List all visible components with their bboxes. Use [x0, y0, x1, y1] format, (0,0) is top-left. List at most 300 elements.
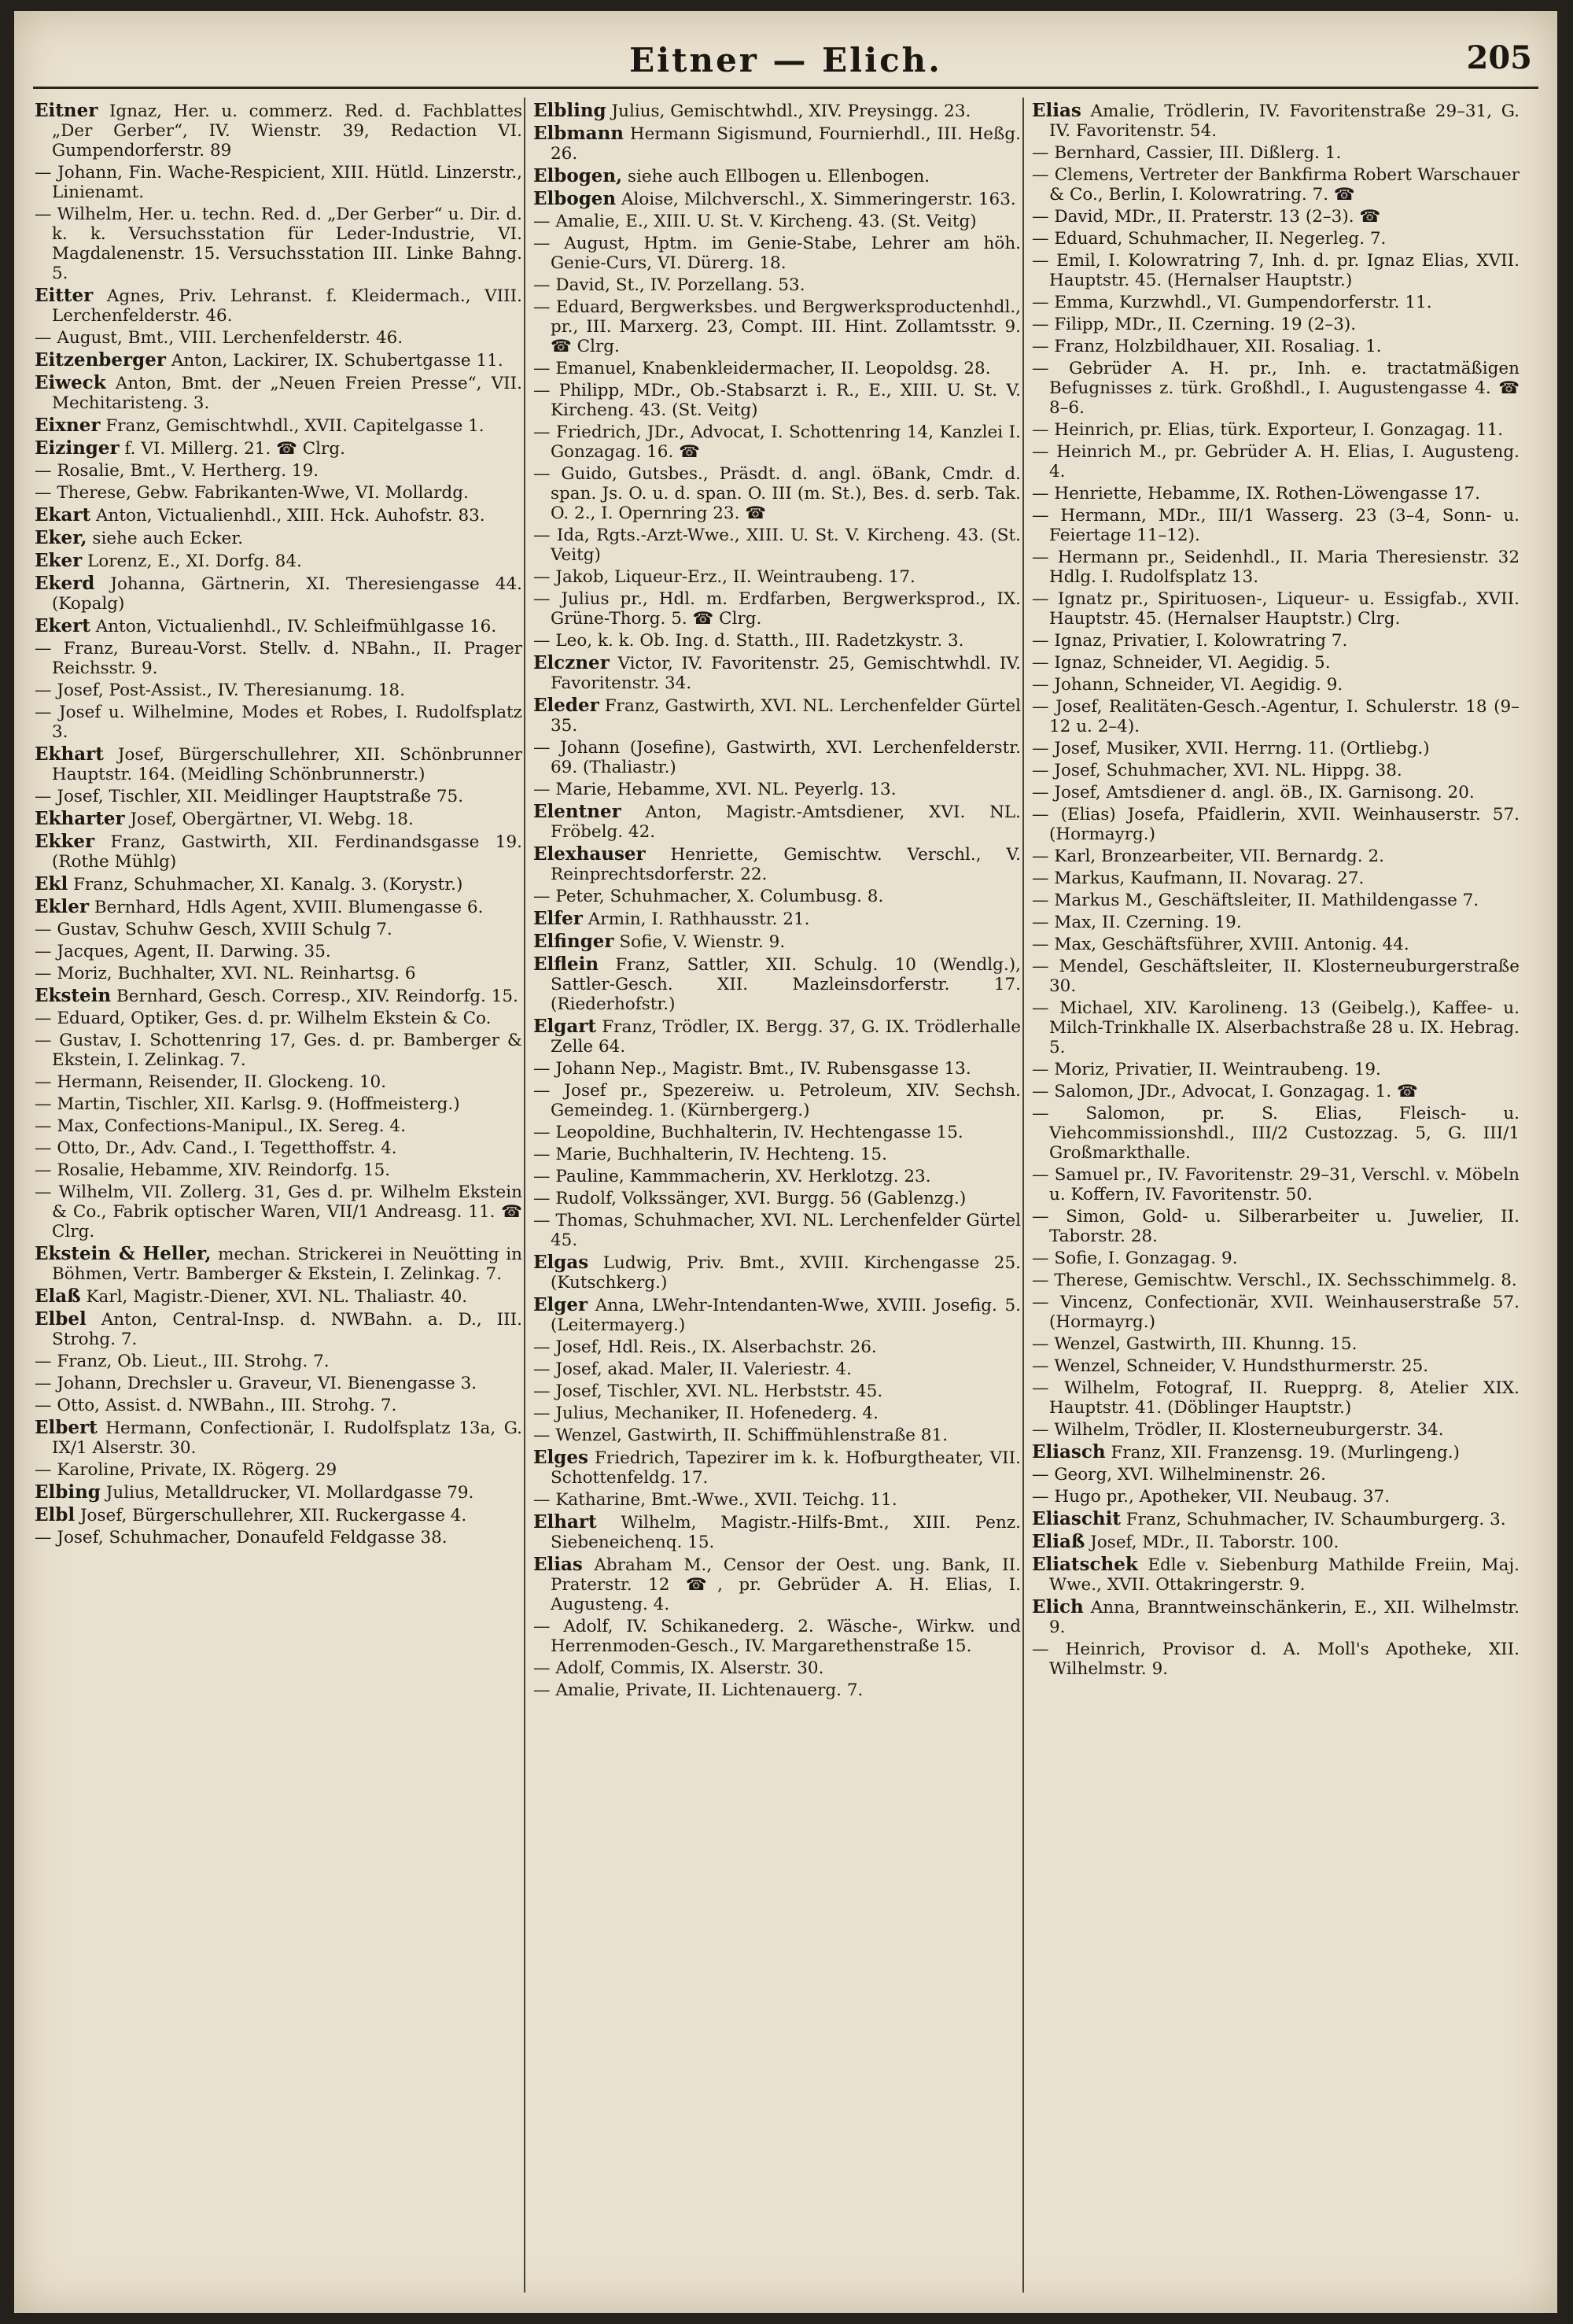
entry-text: — Josef, Post-Assist., IV. Theresianumg. 18.: [35, 681, 405, 700]
directory-entry: [533, 1555, 1021, 1614]
entry-text: — Wenzel, Schneider, V. Hundsthurmerstr. 25.: [1032, 1356, 1429, 1376]
directory-entry: [533, 1252, 1021, 1293]
directory-entry: [533, 1381, 1021, 1401]
entry-text: — Johann, Drechsler u. Graveur, VI. Bienengasse 3.: [35, 1374, 477, 1393]
entry-text: — Wilhelm, Fotograf, II. Ruepprg. 8, Atelier XIX. Hauptstr. 41. (Döblinger Hauptstr.): [1032, 1378, 1520, 1418]
entry-text: — Eduard, Bergwerksbes. und Bergwerksproductenhdl., pr., III. Marxerg. 23, Compt. III. Hint. Zollamtsstr. 9. ☎ Clrg.: [533, 297, 1021, 356]
entry-headword: Elbing: [35, 1481, 101, 1503]
directory-entry: [533, 422, 1021, 462]
directory-entry: [1032, 1334, 1520, 1354]
directory-entry: [533, 909, 1021, 929]
entry-text: — Ida, Rgts.-Arzt-Wwe., XIII. U. St. V. Kircheng. 43. (St. Veitg): [533, 526, 1021, 565]
directory-entry: [35, 1009, 522, 1028]
entry-headword: Elexhauser: [533, 843, 646, 865]
entry-text: — Hermann, MDr., III/1 Wasserg. 23 (3–4, Sonn- u. Feiertage 11–12).: [1032, 506, 1520, 545]
entry-text: Julius, Gemischtwhdl., XIV. Preysingg. 23.: [611, 101, 971, 121]
directory-entry: [35, 1374, 522, 1393]
directory-entry: [35, 809, 522, 829]
entry-text: — Michael, XIV. Karolineng. 13 (Geibelg.), Kaffee- u. Milch-Trinkhalle IX. Alserbachstraße 28 u. IX. Hebrag. 5.: [1032, 998, 1520, 1057]
entry-text: — Rosalie, Bmt., V. Hertherg. 19.: [35, 461, 319, 481]
directory-entry: [35, 986, 522, 1006]
entry-text: — Wenzel, Gastwirth, III. Khunng. 15.: [1032, 1334, 1357, 1354]
entry-text: siehe auch Ecker.: [92, 529, 244, 548]
entry-text: — Hermann pr., Seidenhdl., II. Maria Theresienstr. 32 Hdlg. I. Rudolfsplatz 13.: [1032, 548, 1520, 587]
directory-entry: [35, 1460, 522, 1480]
entry-headword: Elich: [1032, 1596, 1084, 1618]
entry-headword: Eiweck: [35, 372, 106, 393]
entry-text: Ludwig, Priv. Bmt., XVIII. Kirchengasse 25. (Kutschkerg.): [551, 1253, 1021, 1293]
directory-entry: [1032, 913, 1520, 932]
entry-text: — Julius, Mechaniker, II. Hofenederg. 4.: [533, 1404, 879, 1423]
directory-entry: [35, 1528, 522, 1547]
directory-entry: [533, 1337, 1021, 1357]
directory-entry: [533, 381, 1021, 420]
entry-headword: Eizinger: [35, 437, 120, 459]
directory-entry: [533, 1211, 1021, 1250]
entry-text: — Johann Nep., Magistr. Bmt., IV. Rubensgasse 13.: [533, 1059, 971, 1079]
entry-text: Julius, Metalldrucker, VI. Mollardgasse 79.: [105, 1483, 474, 1503]
entry-text: — Amalie, Private, II. Lichtenauerg. 7.: [533, 1680, 864, 1700]
entry-text: Friedrich, Tapezirer im k. k. Hofburgtheater, VII. Schottenfeldg. 17.: [551, 1448, 1021, 1488]
entry-text: — Johann, Fin. Wache-Respicient, XIII. Hütld. Linzerstr., Linienamt.: [35, 163, 522, 202]
entry-text: — Josef, Musiker, XVII. Herrng. 11. (Ortliebg.): [1032, 739, 1430, 758]
directory-page: [14, 11, 1557, 2313]
directory-entry: [35, 681, 522, 700]
directory-entry: [1032, 442, 1520, 481]
entry-text: — Salomon, pr. S. Elias, Fleisch- u. Viehcommissionshdl., III/2 Custozzag. 5, G. III/1 Großmarkthalle.: [1032, 1104, 1520, 1163]
entry-text: Bernhard, Gesch. Corresp., XIV. Reindorfg. 15.: [116, 987, 518, 1006]
directory-entry: [35, 205, 522, 283]
entry-headword: Ekler: [35, 896, 89, 917]
directory-entry: [1032, 847, 1520, 866]
directory-entry: [35, 1286, 522, 1307]
entry-text: — Simon, Gold- u. Silberarbeiter u. Juwelier, II. Taborstr. 28.: [1032, 1207, 1520, 1246]
directory-entry: [1032, 1555, 1520, 1595]
directory-entry: [533, 297, 1021, 356]
entry-text: — Ignatz pr., Spirituosen-, Liqueur- u. Essigfab., XVII. Hauptstr. 45. (Hernalser Hauptstr.) Clrg.: [1032, 589, 1520, 629]
entry-text: Wilhelm, Magistr.-Hilfs-Bmt., XIII. Penz. Siebeneichenq. 15.: [551, 1513, 1021, 1552]
entry-text: Anton, Lackirer, IX. Schubertgasse 11.: [171, 351, 503, 371]
entry-text: — Clemens, Vertreter der Bankfirma Robert Warschauer & Co., Berlin, I. Kolowratring. 7. ☎: [1032, 165, 1520, 205]
entry-text: Franz, Gastwirth, XVI. NL. Lerchenfelder Gürtel 35.: [551, 696, 1021, 736]
directory-entry: [533, 526, 1021, 565]
entry-text: — Gustav, Schuhw Gesch, XVIII Schulg 7.: [35, 920, 392, 939]
entry-text: — Markus, Kaufmann, II. Novarag. 27.: [1032, 869, 1365, 888]
column-3: [1032, 101, 1520, 2296]
entry-text: — Bernhard, Cassier, III. Dißlerg. 1.: [1032, 143, 1342, 163]
entry-text: Franz, Schuhmacher, XI. Kanalg. 3. (Korystr.): [73, 875, 463, 895]
directory-entry: [1032, 1293, 1520, 1332]
entry-text: Henriette, Gemischtw. Verschl., V. Reinprechtsdorferstr. 22.: [551, 845, 1021, 884]
directory-entry: [1032, 1060, 1520, 1079]
directory-entry: [533, 1490, 1021, 1510]
entry-text: Victor, IV. Favoritenstr. 25, Gemischtwhdl. IV. Favoritenstr. 34.: [551, 654, 1021, 693]
directory-entry: [1032, 484, 1520, 504]
entry-headword: Eliasch: [1032, 1441, 1106, 1463]
entry-text: — Sofie, I. Gonzagag. 9.: [1032, 1249, 1238, 1268]
directory-entry: [1032, 229, 1520, 249]
entry-headword: Eitner: [35, 101, 98, 121]
entry-text: — Friedrich, JDr., Advocat, I. Schottenring 14, Kanzlei I. Gonzagag. 16. ☎: [533, 422, 1021, 462]
entry-text: — Josef, akad. Maler, II. Valeriestr. 4.: [533, 1359, 852, 1379]
entry-text: — Wilhelm, Her. u. techn. Red. d. „Der Gerber“ u. Dir. d. k. k. Versuchsstation für Leder-Industrie, VI. Magdalenenstr. 15. Versuchsstation III. Linke Bahng. 5.: [35, 205, 522, 283]
entry-text: Franz, Schuhmacher, IV. Schaumburgerg. 3.: [1125, 1510, 1506, 1529]
directory-entry: [1032, 589, 1520, 629]
directory-entry: [1032, 761, 1520, 780]
entry-text: — Markus M., Geschäftsleiter, II. Mathildengasse 7.: [1032, 891, 1479, 910]
entry-text: — Salomon, JDr., Advocat, I. Gonzagag. 1. ☎: [1032, 1082, 1418, 1101]
entry-text: — Peter, Schuhmacher, X. Columbusg. 8.: [533, 887, 884, 906]
directory-entry: [1032, 251, 1520, 290]
entry-text: — Otto, Assist. d. NWBahn., III. Strohg. 7.: [35, 1396, 397, 1415]
column-2: [533, 101, 1021, 2296]
directory-entry: [35, 438, 522, 459]
entry-text: Josef, MDr., II. Taborstr. 100.: [1090, 1533, 1339, 1552]
directory-entry: [35, 551, 522, 571]
entry-text: — Jacques, Agent, II. Darwing. 35.: [35, 942, 331, 961]
entry-text: — Marie, Buchhalterin, IV. Hechteng. 15.: [533, 1145, 887, 1164]
directory-entry: [533, 780, 1021, 799]
directory-entry: [1032, 165, 1520, 205]
entry-text: Johanna, Gärtnerin, XI. Theresiengasse 44. (Kopalg): [52, 574, 522, 614]
entry-text: — Karoline, Private, IX. Rögerg. 29: [35, 1460, 337, 1480]
directory-entry: [35, 616, 522, 636]
entry-text: Bernhard, Hdls Agent, XVIII. Blumengasse 6.: [94, 898, 484, 917]
directory-entry: [35, 1031, 522, 1070]
entry-text: Lorenz, E., XI. Dorfg. 84.: [87, 551, 302, 571]
directory-entry: [35, 1352, 522, 1371]
directory-entry: [533, 234, 1021, 273]
directory-entry: [533, 166, 1021, 186]
entry-headword: Elaß: [35, 1286, 81, 1307]
entry-text: — Emil, I. Kolowratring 7, Inh. d. pr. Ignaz Elias, XVII. Hauptstr. 45. (Hernalser Hauptstr.): [1032, 251, 1520, 290]
directory-entry: [533, 589, 1021, 629]
entry-text: — Pauline, Kammmacherin, XV. Herklotzg. 23.: [533, 1167, 931, 1186]
directory-entry: [1032, 101, 1520, 141]
entry-text: siehe auch Ellbogen u. Ellenbogen.: [627, 167, 930, 186]
entry-text: — Martin, Tischler, XII. Karlsg. 9. (Hoffmeisterg.): [35, 1094, 460, 1114]
directory-entry: [35, 897, 522, 917]
entry-text: — Heinrich, pr. Elias, türk. Exporteur, I. Gonzagag. 11.: [1032, 420, 1504, 440]
directory-entry: [35, 505, 522, 526]
header-rule: [33, 87, 1538, 89]
directory-entry: [35, 1138, 522, 1158]
directory-entry: [1032, 337, 1520, 356]
directory-entry: [533, 1123, 1021, 1142]
entry-text: — Heinrich, Provisor d. A. Moll's Apotheke, XII. Wilhelmstr. 9.: [1032, 1640, 1520, 1679]
directory-entry: [35, 1116, 522, 1136]
directory-entry: [35, 1072, 522, 1092]
directory-entry: [1032, 359, 1520, 418]
directory-entry: [1032, 420, 1520, 440]
entry-text: — Gebrüder A. H. pr., Inh. e. tractatmäßigen Befugnisses z. türk. Großhdl., I. Augustengasse 4. ☎ 8–6.: [1032, 359, 1520, 418]
entry-headword: Elias: [1032, 101, 1081, 121]
directory-entry: [533, 1145, 1021, 1164]
entry-text: — Wilhelm, VII. Zollerg. 31, Ges d. pr. Wilhelm Ekstein & Co., Fabrik optischer Waren, VII/1 Andreasg. 11. ☎ Clrg.: [35, 1182, 522, 1241]
column-divider: [524, 98, 525, 2293]
directory-entry: [35, 528, 522, 548]
entry-text: — Josef, Schuhmacher, Donaufeld Feldgasse 38.: [35, 1528, 448, 1547]
entry-text: — Johann, Schneider, VI. Aegidig. 9.: [1032, 675, 1343, 695]
entry-text: Hermann, Confectionär, I. Rudolfsplatz 13a, G. IX/1 Alserstr. 30.: [52, 1418, 522, 1458]
entry-text: — Rudolf, Volkssänger, XVI. Burgg. 56 (Gablenzg.): [533, 1189, 967, 1208]
entry-text: — Franz, Holzbildhauer, XII. Rosaliag. 1.: [1032, 337, 1382, 356]
entry-text: — Josef, Amtsdiener d. angl. öB., IX. Garnisong. 20.: [1032, 783, 1475, 802]
directory-entry: [35, 1418, 522, 1458]
directory-entry: [1032, 1487, 1520, 1507]
directory-entry: [35, 874, 522, 895]
entry-headword: Elentner: [533, 801, 621, 822]
directory-entry: [533, 695, 1021, 736]
directory-entry: [1032, 143, 1520, 163]
directory-entry: [533, 844, 1021, 884]
entry-text: — Jakob, Liqueur-Erz., II. Weintraubeng. 17.: [533, 567, 915, 587]
entry-text: — David, MDr., II. Praterstr. 13 (2–3). ☎: [1032, 207, 1381, 227]
entry-headword: Elhart: [533, 1511, 597, 1533]
entry-text: — Karl, Bronzearbeiter, VII. Bernardg. 2.: [1032, 847, 1384, 866]
entry-text: Franz, Sattler, XII. Schulg. 10 (Wendlg.), Sattler-Gesch. XII. Mazleinsdorferstr. 17. (Riederhofstr.): [551, 955, 1021, 1014]
directory-entry: [1032, 1465, 1520, 1485]
directory-entry: [533, 631, 1021, 651]
entry-headword: Eitzenberger: [35, 349, 166, 371]
entry-text: — August, Bmt., VIII. Lerchenfelderstr. 46.: [35, 328, 403, 348]
directory-entry: [1032, 1597, 1520, 1637]
entry-text: — Amalie, E., XIII. U. St. V. Kircheng. 43. (St. Veitg): [533, 212, 977, 231]
entry-headword: Ekstein & Heller,: [35, 1243, 212, 1264]
entry-text: — (Elias) Josefa, Pfaidlerin, XVII. Weinhauserstr. 57. (Hormayrg.): [1032, 805, 1520, 844]
entry-text: — Georg, XVI. Wilhelminenstr. 26.: [1032, 1465, 1326, 1485]
entry-headword: Elbling: [533, 101, 606, 121]
directory-entry: [35, 415, 522, 436]
directory-entry: [35, 1482, 522, 1503]
entry-text: — Eduard, Optiker, Ges. d. pr. Wilhelm Ekstein & Co.: [35, 1009, 492, 1028]
entry-text: — Hugo pr., Apotheker, VII. Neubaug. 37.: [1032, 1487, 1391, 1507]
directory-entry: [533, 1512, 1021, 1552]
entry-headword: Elbert: [35, 1417, 98, 1438]
directory-entry: [1032, 506, 1520, 545]
directory-entry: [1032, 675, 1520, 695]
directory-entry: [1032, 998, 1520, 1057]
entry-text: — Filipp, MDr., II. Czerning. 19 (2–3).: [1032, 315, 1357, 334]
entry-text: — Adolf, IV. Schikanederg. 2. Wäsche-, Wirkw. und Herrenmoden-Gesch., IV. Margarethenstraße 15.: [533, 1617, 1021, 1656]
entry-headword: Elfinger: [533, 931, 614, 952]
directory-entry: [35, 328, 522, 348]
entry-text: — Leopoldine, Buchhalterin, IV. Hechtengasse 15.: [533, 1123, 963, 1142]
entry-headword: Eker: [35, 550, 83, 571]
directory-entry: [1032, 869, 1520, 888]
entry-headword: Elbl: [35, 1504, 76, 1525]
entry-text: — Max, Geschäftsführer, XVIII. Antonig. 44.: [1032, 935, 1409, 954]
entry-text: — David, St., IV. Porzellang. 53.: [533, 275, 805, 295]
page-number: 205: [1466, 39, 1532, 76]
entry-headword: Elbmann: [533, 123, 624, 144]
entry-headword: Elbogen: [533, 188, 617, 209]
entry-text: — Josef, Tischler, XVI. NL. Herbststr. 45.: [533, 1381, 883, 1401]
entry-text: — Josef pr., Spezereiw. u. Petroleum, XIV. Sechsh. Gemeindeg. 1. (Kürnbergerg.): [533, 1081, 1021, 1120]
entry-text: Anton, Central-Insp. d. NWBahn. a. D., III. Strohg. 7.: [52, 1310, 522, 1349]
entry-headword: Elias: [533, 1554, 583, 1575]
directory-entry: [35, 703, 522, 742]
directory-entry: [533, 359, 1021, 378]
directory-entry: [533, 1680, 1021, 1700]
entry-headword: Ekhart: [35, 743, 104, 765]
entry-text: Josef, Bürgerschullehrer, XII. Schönbrunner Hauptstr. 164. (Meidling Schönbrunnerstr.): [52, 745, 522, 784]
entry-headword: Elflein: [533, 954, 599, 975]
entry-headword: Eitter: [35, 285, 94, 306]
entry-text: — Franz, Ob. Lieut., III. Strohg. 7.: [35, 1352, 330, 1371]
entry-headword: Elges: [533, 1447, 588, 1468]
directory-entry: [35, 1505, 522, 1525]
entry-text: — Hermann, Reisender, II. Glockeng. 10.: [35, 1072, 387, 1092]
entry-headword: Ekstein: [35, 985, 112, 1006]
entry-text: Franz, Gemischtwhdl., XVII. Capitelgasse 1.: [105, 416, 484, 436]
entry-text: Edle v. Siebenburg Mathilde Freiin, Maj. Wwe., XVII. Ottakringerstr. 9.: [1049, 1555, 1520, 1595]
entry-text: — Max, Confections-Manipul., IX. Sereg. 4.: [35, 1116, 406, 1136]
directory-entry: [35, 163, 522, 202]
entry-headword: Elbel: [35, 1308, 87, 1330]
column-divider: [1022, 98, 1024, 2293]
directory-entry: [1032, 891, 1520, 910]
directory-entry: [35, 461, 522, 481]
directory-entry: [1032, 805, 1520, 844]
entry-text: — Eduard, Schuhmacher, II. Negerleg. 7.: [1032, 229, 1387, 249]
directory-entry: [35, 286, 522, 326]
directory-entry: [533, 1059, 1021, 1079]
entry-text: — Josef, Realitäten-Gesch.-Agentur, I. Schulerstr. 18 (9–12 u. 2–4).: [1032, 697, 1520, 736]
directory-entry: [533, 954, 1021, 1014]
entry-headword: Ekl: [35, 873, 68, 895]
entry-text: Abraham M., Censor der Oest. ung. Bank, II. Praterstr. 12 ☎, pr. Gebrüder A. H. Elias, I. Augusteng. 4.: [551, 1555, 1021, 1614]
directory-entry: [533, 1081, 1021, 1120]
entry-text: Josef, Bürgerschullehrer, XII. Ruckergasse 4.: [79, 1506, 467, 1525]
directory-entry: [35, 483, 522, 503]
entry-text: — Ignaz, Schneider, VI. Aegidig. 5.: [1032, 653, 1331, 673]
directory-entry: [533, 738, 1021, 777]
directory-entry: [1032, 207, 1520, 227]
entry-headword: Eliatschek: [1032, 1554, 1138, 1575]
entry-text: — Johann (Josefine), Gastwirth, XVI. Lerchenfelderstr. 69. (Thaliastr.): [533, 738, 1021, 777]
directory-entry: [1032, 1082, 1520, 1101]
directory-entry: [533, 1658, 1021, 1678]
directory-entry: [35, 920, 522, 939]
directory-entry: [533, 1189, 1021, 1208]
entry-text: — Otto, Dr., Adv. Cand., I. Tegetthoffstr. 4.: [35, 1138, 397, 1158]
directory-entry: [35, 373, 522, 413]
directory-entry: [1032, 1509, 1520, 1529]
directory-entry: [1032, 548, 1520, 587]
entry-text: — Henriette, Hebamme, IX. Rothen-Löwengasse 17.: [1032, 484, 1480, 504]
entry-text: Josef, Obergärtner, VI. Webg. 18.: [130, 810, 414, 829]
directory-entry: [1032, 653, 1520, 673]
directory-entry: [533, 1426, 1021, 1445]
entry-text: — Moriz, Privatier, II. Weintraubeng. 19.: [1032, 1060, 1381, 1079]
directory-entry: [1032, 1532, 1520, 1552]
directory-entry: [533, 1295, 1021, 1335]
entry-headword: Elbogen,: [533, 165, 623, 186]
entry-text: — Mendel, Geschäftsleiter, II. Klosterneuburgerstraße 30.: [1032, 957, 1520, 996]
entry-text: — Rosalie, Hebamme, XIV. Reindorfg. 15.: [35, 1160, 391, 1180]
entry-text: — Guido, Gutsbes., Präsdt. d. angl. öBank, Cmdr. d. span. Js. O. u. d. span. O. III (m. St.), Bes. d. serb. Tak. O. 2., I. Opernring 23. ☎: [533, 464, 1021, 523]
directory-entry: [35, 574, 522, 614]
directory-entry: [1032, 1165, 1520, 1204]
directory-entry: [1032, 783, 1520, 802]
directory-entry: [1032, 957, 1520, 996]
entry-text: — Franz, Bureau-Vorst. Stellv. d. NBahn., II. Prager Reichsstr. 9.: [35, 639, 522, 678]
directory-entry: [35, 744, 522, 784]
entry-text: — Adolf, Commis, IX. Alserstr. 30.: [533, 1658, 824, 1678]
page-title: Eitner — Elich.: [629, 41, 942, 79]
directory-entry: [533, 275, 1021, 295]
entry-text: — Therese, Gebw. Fabrikanten-Wwe, VI. Mollardg.: [35, 483, 469, 503]
entry-text: — Marie, Hebamme, XVI. NL. Peyerlg. 13.: [533, 780, 897, 799]
entry-text: — Katharine, Bmt.-Wwe., XVII. Teichg. 11.: [533, 1490, 897, 1510]
entry-text: Anton, Magistr.-Amtsdiener, XVI. NL. Fröbelg. 42.: [551, 802, 1021, 842]
directory-entry: [1032, 1356, 1520, 1376]
directory-entry: [35, 942, 522, 961]
entry-text: — Leo, k. k. Ob. Ing. d. Statth., III. Radetzkystr. 3.: [533, 631, 964, 651]
directory-entry: [35, 1160, 522, 1180]
directory-entry: [1032, 1420, 1520, 1440]
directory-entry: [1032, 697, 1520, 736]
directory-entry: [1032, 1104, 1520, 1163]
entry-text: Armin, I. Rathhausstr. 21.: [588, 909, 810, 929]
entry-text: Franz, Gastwirth, XII. Ferdinandsgasse 19. (Rothe Mühlg): [52, 832, 522, 872]
directory-entry: [533, 101, 1021, 121]
entry-text: — Gustav, I. Schottenring 17, Ges. d. pr. Bamberger & Ekstein, I. Zelinkag. 7.: [35, 1031, 522, 1070]
entry-text: Amalie, Trödlerin, IV. Favoritenstraße 29–31, G. IV. Favoritenstr. 54.: [1049, 101, 1520, 141]
directory-entry: [1032, 1378, 1520, 1418]
entry-text: Anton, Victualienhdl., IV. Schleifmühlgasse 16.: [95, 617, 497, 636]
entry-headword: Elczner: [533, 652, 610, 673]
directory-entry: [533, 124, 1021, 164]
directory-entry: [35, 639, 522, 678]
directory-entry: [1032, 631, 1520, 651]
entry-headword: Eliaß: [1032, 1531, 1085, 1552]
entry-text: — Julius pr., Hdl. m. Erdfarben, Bergwerksprod., IX. Grüne-Thorg. 5. ☎ Clrg.: [533, 589, 1021, 629]
entry-headword: Ekker: [35, 831, 95, 852]
directory-entry: [35, 1182, 522, 1241]
entry-text: Karl, Magistr.-Diener, XVI. NL. Thaliastr. 40.: [86, 1287, 468, 1307]
directory-entry: [533, 802, 1021, 842]
directory-entry: [533, 1617, 1021, 1656]
directory-entry: [533, 1404, 1021, 1423]
entry-text: Franz, XII. Franzensg. 19. (Murlingeng.): [1111, 1443, 1460, 1463]
entry-headword: Elger: [533, 1294, 588, 1315]
entry-text: — Wenzel, Gastwirth, II. Schiffmühlenstraße 81.: [533, 1426, 949, 1445]
entry-headword: Eixner: [35, 415, 101, 436]
entry-text: Anna, LWehr-Intendanten-Wwe, XVIII. Josefig. 5. (Leitermayerg.): [551, 1296, 1021, 1335]
directory-entry: [35, 832, 522, 872]
directory-entry: [1032, 1442, 1520, 1463]
directory-entry: [533, 567, 1021, 587]
entry-headword: Ekert: [35, 615, 90, 636]
directory-entry: [1032, 293, 1520, 312]
directory-entry: [35, 350, 522, 371]
entry-text: — Josef, Tischler, XII. Meidlinger Hauptstraße 75.: [35, 787, 464, 806]
entry-text: Aloise, Milchverschl., X. Simmeringerstr. 163.: [621, 190, 1016, 209]
entry-text: Ignaz, Her. u. commerz. Red. d. Fachblattes „Der Gerber“, IV. Wienstr. 39, Redaction VI. Gumpendorferstr. 89: [52, 101, 522, 160]
directory-entry: [1032, 1640, 1520, 1679]
directory-entry: [1032, 1249, 1520, 1268]
entry-text: Sofie, V. Wienstr. 9.: [619, 932, 786, 952]
entry-text: Anton, Victualienhdl., XIII. Hck. Auhofstr. 83.: [95, 506, 485, 526]
directory-entry: [533, 1448, 1021, 1488]
entry-headword: Ekharter: [35, 808, 125, 829]
entry-text: — Thomas, Schuhmacher, XVI. NL. Lerchenfelder Gürtel 45.: [533, 1211, 1021, 1250]
entry-headword: Elfer: [533, 908, 583, 929]
entry-text: — Ignaz, Privatier, I. Kolowratring 7.: [1032, 631, 1348, 651]
directory-entry: [35, 1244, 522, 1284]
